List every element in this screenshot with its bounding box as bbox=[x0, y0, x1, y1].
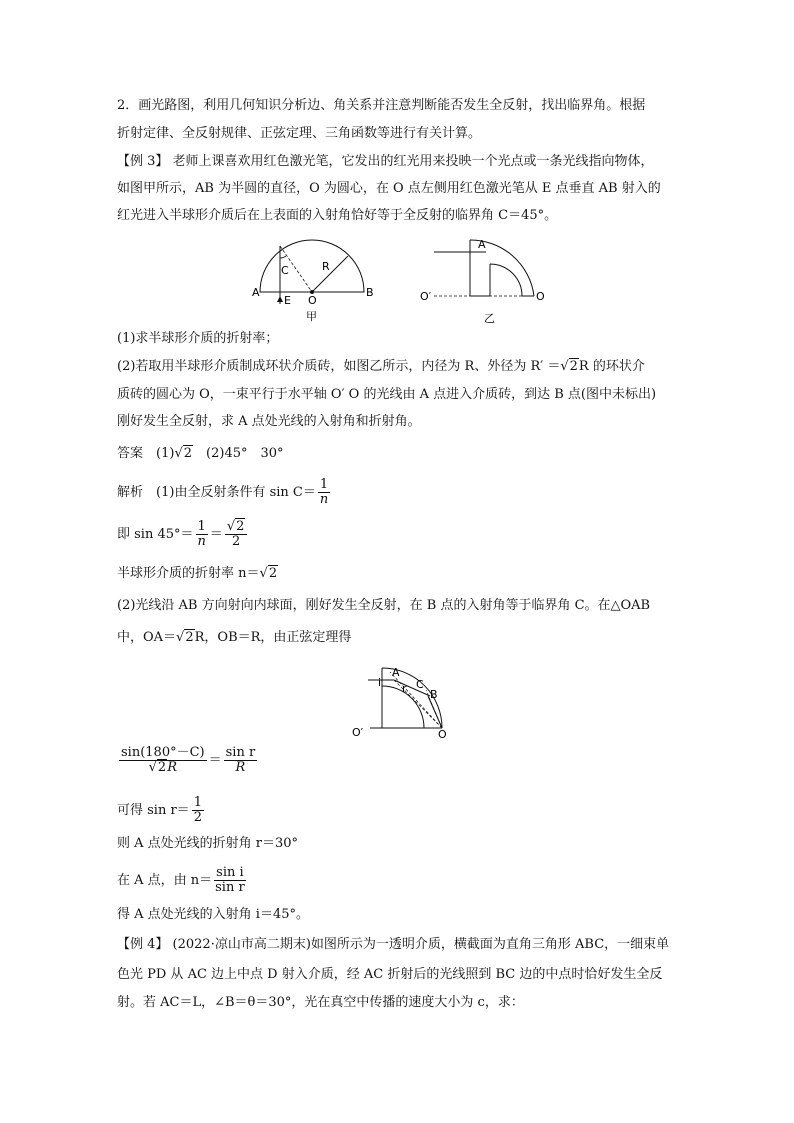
solution-line2: 即 sin 45°＝ $\frac{1}{n}$ ＝ $\frac{√2}{2}$ bbox=[117, 520, 677, 549]
paragraph-method-2-cont: 折射定律、全反射规律、正弦定理、三角函数等进行有关计算。 bbox=[117, 126, 482, 141]
label-O: O bbox=[308, 294, 317, 307]
label-B: B bbox=[366, 286, 374, 299]
label-r: r bbox=[402, 682, 407, 695]
label-O: O bbox=[438, 728, 447, 738]
figure-ring-solution bbox=[350, 660, 454, 738]
label-C: C bbox=[281, 264, 289, 277]
radius-line bbox=[312, 256, 348, 292]
label-Oprime: O′ bbox=[420, 290, 432, 303]
example-3-line1: 【例 3】 老师上课喜欢用红色激光笔，它发出的红光用来投映一个光点或一条光线指向物体， bbox=[117, 154, 654, 169]
example-3-line3: 红光进入半球形介质后在上表面的入射角恰好等于全反射的临界角 C＝45°。 bbox=[117, 208, 558, 223]
label-i: i bbox=[378, 676, 382, 689]
label-A: A bbox=[392, 666, 400, 679]
label-C: C bbox=[416, 678, 424, 691]
solution-line6: 可得 sin r＝ $\frac{1}{2}$ bbox=[117, 795, 202, 825]
figure-yi bbox=[418, 232, 553, 324]
question-2-line3: 刚好发生全反射，求 A 点处光线的入射角和折射角。 bbox=[117, 414, 421, 429]
label-A: A bbox=[252, 286, 260, 299]
label-R: R bbox=[322, 260, 330, 273]
solution-line3: 半球形介质的折射率 n＝√2 bbox=[117, 566, 278, 581]
solution-line9: 得 A 点处光线的入射角 i＝45°。 bbox=[117, 907, 309, 922]
solution-line4: (2)光线沿 AB 方向射向内球面，刚好发生全反射，在 B 点的入射角等于临界角 C。在△OAB bbox=[117, 598, 651, 613]
question-1: (1)求半球形介质的折射率； bbox=[117, 331, 279, 346]
label-Oprime: O′ bbox=[352, 726, 364, 738]
sine-law-equation: $\frac{\sin(180^\circ-C)}{√2R}$ ＝ $\frac{\text{sin r}}{R}$ bbox=[121, 745, 256, 775]
question-2-line1: (2)若取用半球形介质制成环状介质砖，如图乙所示，内径为 R、外径为 R′ ＝√2R 的环状介 bbox=[117, 359, 645, 374]
example-3-line2: 如图甲所示，AB 为半圆的直径，O 为圆心，在 O 点左侧用红色激光笔从 E 点垂直 AB 射入的 bbox=[117, 181, 661, 196]
solution-line5: 中，OA＝√2R，OB＝R，由正弦定理得 bbox=[117, 630, 352, 645]
angle-arc bbox=[280, 256, 286, 258]
paragraph-method-2: 2．画光路图，利用几何知识分析边、角关系并注意判断能否发生全反射，找出临界角。根据 bbox=[117, 98, 646, 113]
example-4-line2: 色光 PD 从 AC 边上中点 D 射入介质，经 AC 折射后的光线照到 BC 边的中点时恰好发生全反 bbox=[117, 967, 663, 982]
answer-line: 答案 (1)√2 (2)45° 30° bbox=[117, 446, 284, 461]
example-4-line3: 射。若 AC＝L，∠B＝θ＝30°，光在真空中传播的速度大小为 c，求： bbox=[117, 995, 524, 1010]
solution-line1: 解析 (1)由全反射条件有 sin C＝ $\frac{1}{n}$ bbox=[117, 477, 329, 507]
example-4-line1: 【例 4】 (2022·凉山市高二期末)如图所示为一透明介质，横截面为直角三角形 ABC，一细束单 bbox=[117, 937, 670, 952]
label-E: E bbox=[284, 294, 291, 307]
caption-jia: 甲 bbox=[306, 310, 317, 322]
solution-line7: 则 A 点处光线的折射角 r＝30° bbox=[117, 836, 299, 851]
label-A: A bbox=[478, 238, 486, 251]
label-O: O bbox=[536, 290, 545, 303]
solution-line8: 在 A 点，由 n＝ $\frac{\text{sin i}}{\text{sin r}}$ bbox=[117, 865, 245, 895]
question-2-line2: 质砖的圆心为 O，一束平行于水平轴 O′ O 的光线由 A 点进入介质砖，到达 B 点(图中未标出) bbox=[117, 387, 657, 402]
arrow-head bbox=[277, 296, 283, 302]
caption-yi: 乙 bbox=[484, 312, 495, 324]
semicircle-outline bbox=[260, 240, 364, 292]
label-B: B bbox=[430, 688, 438, 701]
inner-arc bbox=[490, 264, 522, 296]
figure-jia bbox=[248, 232, 380, 322]
